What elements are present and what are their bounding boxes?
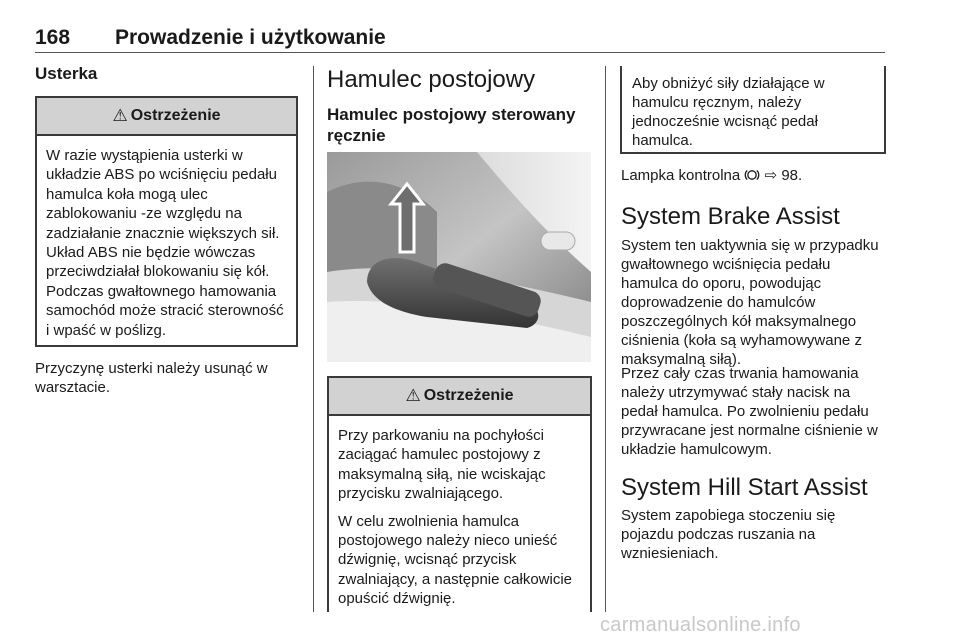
parking-brake-illustration — [327, 152, 591, 362]
chapter-title: Prowadzenie i użytkowanie — [115, 26, 386, 49]
page-reference-arrow-icon: ⇨ — [764, 167, 778, 184]
warning-paragraph-1: Przy parkowaniu na pochyłości zaciągać hamulec postojowy z maksymalną siłą, nie wciskając przycisku zwalniającego. — [338, 427, 546, 503]
paragraph-workshop: Przyczynę usterki należy usunąć w warsztacie. — [35, 360, 268, 396]
warning-header — [329, 378, 590, 416]
parking-brake-figure — [327, 152, 591, 362]
warning-header — [37, 98, 296, 136]
warning-body — [37, 136, 296, 340]
warning-text: W razie wystąpienia usterki w układzie ABS po wciśnięciu pedału hamulca koła mogą ulec zablokowaniu -ze względu na zadziałanie znacznie większych sił. Układ ABS nie będzie wówczas przeciwdziałał blokowaniu się kół. Podczas gwałtownego hamowania samochód może stracić sterowność i wpaść w poślizg. — [46, 147, 284, 339]
lamp-reference — [621, 166, 886, 185]
warning-body — [329, 416, 590, 609]
warning-box-abs — [35, 96, 298, 347]
section-label-usterka: Usterka — [35, 64, 98, 83]
page-number: 168 — [35, 26, 71, 49]
column-divider-1 — [313, 66, 314, 612]
heading-brake-assist: System Brake Assist — [621, 203, 840, 230]
paragraph-hill-start-assist: System zapobiega stoczeniu się pojazdu podczas ruszania na wzniesieniach. — [621, 507, 836, 562]
warning-box-parking — [327, 376, 592, 612]
warning-paragraph-2: W celu zwolnienia hamulca postojowego należy nieco unieść dźwignię, wcisnąć przycisk zwalniający, a następnie całkowicie opuścić dźwignię. — [338, 512, 573, 608]
warning-title: Ostrzeżenie — [423, 387, 514, 404]
header-rule — [35, 52, 885, 53]
warning-continued-text: Aby obniżyć siły działające w hamulcu ręcznym, należy jednocześnie wcisnąć pedał hamulca. — [632, 75, 825, 149]
paragraph-brake-assist-1: System ten uaktywnia się w przypadku gwałtownego wciśnięcia pedału hamulca do oporu, powodując doprowadzenie do hamulców poszczególnych kół maksymalnego ciśnienia (koła są wyhamowywane z maksymalną siłą). — [621, 237, 879, 368]
warning-title: Ostrzeżenie — [130, 107, 221, 124]
warning-triangle-icon: ⚠ — [112, 106, 128, 125]
page-header — [35, 26, 885, 54]
column-divider-2 — [605, 66, 606, 612]
brake-warning-lamp-icon — [744, 168, 760, 182]
warning-triangle-icon: ⚠ — [405, 386, 421, 405]
warning-box-continued — [620, 66, 886, 154]
watermark: carmanualsonline.info — [600, 614, 801, 636]
heading-parking-brake: Hamulec postojowy — [327, 66, 536, 93]
lamp-text: Lampka kontrolna — [621, 167, 741, 184]
heading-hill-start-assist: System Hill Start Assist — [621, 474, 868, 501]
lamp-page-ref: 98. — [781, 167, 803, 184]
paragraph-brake-assist-2: Przez cały czas trwania hamowania należy utrzymywać stały nacisk na pedał hamulca. Po zwolnieniu pedału przywracane jest normalne ciśnienie w układzie hamulcowym. — [621, 365, 878, 458]
subheading-manual-parking-brake: Hamulec postojowy sterowany ręcznie — [327, 105, 576, 145]
